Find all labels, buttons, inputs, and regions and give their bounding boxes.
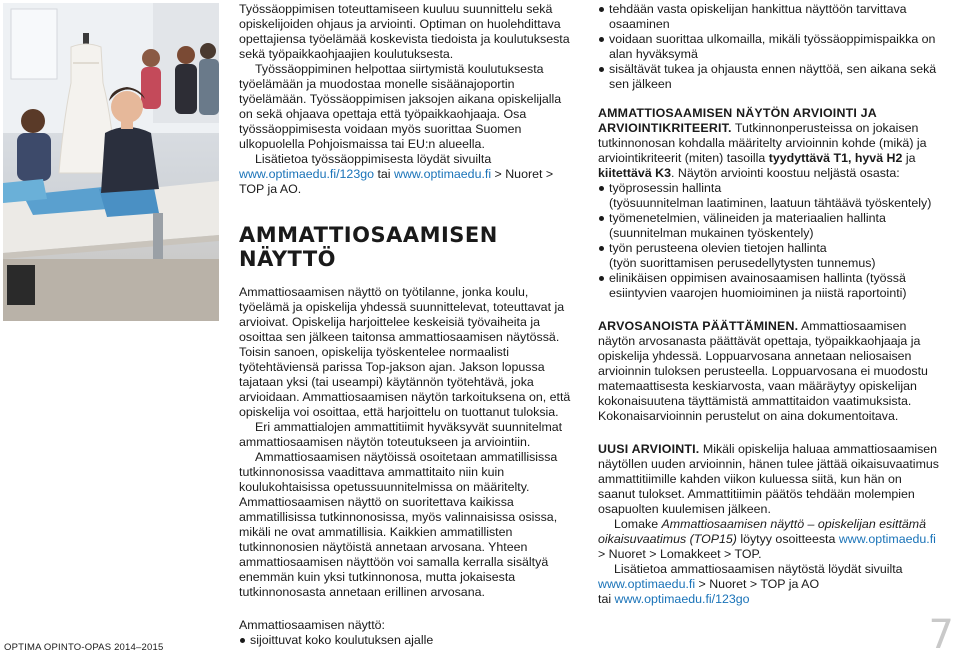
lomake-title: Ammattiosaamisen näyttö – opiskelijan esittämä oikaisuvaatimus (TOP15) [598, 517, 926, 546]
lomake-text-a: Lomake [614, 517, 662, 531]
lisatietoa-tai: tai [598, 592, 615, 606]
paragraph-intro: Työssäoppimisen toteuttamiseen kuuluu suunnittelu sekä opiskelijoiden ohjaus ja arviointi. Optiman on huolehdittava opettajiensa työelämää koskevista tiedoista ja koulutuksesta sekä työpaikkaohjaajien koulutuksesta. [239, 2, 570, 61]
list-item: voidaan suorittaa ulkomailla, mikäli työssäoppimispaikka on alan hyväksymä [598, 32, 940, 62]
naytto-bullet-list-continued [598, 2, 940, 92]
list-item [598, 241, 940, 256]
paragraph-lomake [598, 517, 940, 562]
more-info-or: tai [374, 167, 394, 181]
link-optimaedu[interactable]: www.optimaedu.fi [394, 167, 492, 181]
list-item: sijoittuvat koko koulutuksen ajalle [239, 633, 578, 648]
criteria-main: elinikäisen oppimisen avainosaamisen hallinta (työssä esiintyvien vaarojen huomioiminen ja niistä raportointi) [609, 271, 907, 300]
footer-publication-title: OPTIMA OPINTO-OPAS 2014–2015 [4, 642, 164, 653]
subheading-uusi-arviointi: UUSI ARVIOINTI. [598, 442, 700, 456]
criteria-sub: (työn suorittamisen perusedellytysten tunnemus) [609, 256, 876, 270]
list-item [598, 211, 940, 226]
more-info-text: Lisätietoa työssäoppimisesta löydät sivuilta [255, 152, 492, 166]
list-item [598, 271, 940, 301]
subheading-arviointi: AMMATTIOSAAMISEN NÄYTÖN ARVIOINTI JA ARVIOINTIKRITEERIT. [598, 106, 877, 135]
paragraph-ammattitiimit: Eri ammattialojen ammattitiimit hyväksyvät suunnitelmat ammattiosaamisen näytön toteutukseen ja arviointiin. [239, 420, 563, 449]
column-left [239, 2, 578, 648]
paragraph-lisatietoa-links [598, 577, 940, 607]
more-info-tail: > Nuoret > TOP ja AO. [239, 167, 554, 196]
link-optimaedu-nuoret[interactable]: www.optimaedu.fi [598, 577, 696, 591]
criteria-main: työprosessin hallinta [609, 181, 722, 195]
naytto-bullet-list [239, 633, 578, 648]
page-number: 7 [928, 612, 954, 658]
section-heading-ammattiosaamisen-naytto: AMMATTIOSAAMISEN NÄYTTÖ [239, 223, 498, 271]
paragraph-arvosanoista [598, 319, 940, 424]
criteria-sub: (suunnitelman mukainen työskentely) [609, 226, 814, 240]
paragraph-naytoissa: Ammattiosaamisen näytöissä osoitetaan ammatillisissa tutkinnonosissa vaadittava ammattitaito niin kuin koulukohtaisissa opetussuunnitelmissa on määritelty. Ammattiosaamisen näyttö on suoritettava kaikissa ammatillisissa tutkinnonosissa, myös valinnaisissa osissa, mikäli ne ovat ammatillisia. Kaikkien ammatillisten tutkinnonosien näytöistä annetaan arvosana. Yhteen ammattiosaamisen näyttöön voi samalla kerralla sisältyä enemmän kuin yksi tutkinnonosa, mutta jokaisesta tutkinnonosasta annetaan erillinen arvosana. [239, 450, 558, 599]
criteria-main: työn perusteena olevien tietojen hallinta [609, 241, 827, 255]
grade-levels-1: tyydyttävä T1, hyvä H2 [768, 151, 903, 165]
criteria-main: työmenetelmien, välineiden ja materiaalien hallinta [609, 211, 886, 225]
grade-levels-2: kiitettävä K3 [598, 166, 672, 180]
classroom-photo [3, 3, 219, 321]
paragraph-lisatietoa-naytosta [598, 562, 940, 577]
column-right [598, 2, 940, 607]
criteria-list [598, 181, 940, 301]
lisatietoa-text: Lisätietoa ammattiosaamisen näytöstä löydät sivuilta [614, 562, 903, 576]
lomake-tail: > Nuoret > Lomakkeet > TOP. [598, 547, 762, 561]
list-item [598, 181, 940, 196]
paragraph-transition: Työssäoppiminen helpottaa siirtymistä koulutuksesta työelämään ja muodostaa monelle sisäänajoportin työelämään. Työssäoppimisen jaksojen aikana opiskelijalla on sekä ohjaava opettaja että työpaikkaohjaaja. Osa työssäoppimisesta voidaan myös suorittaa Suomen ulkopuolella Pohjoismaissa tai EU:n alueella. [239, 62, 562, 151]
list-item: sisältävät tukea ja ohjausta ennen näyttöä, sen aikana sekä sen jälkeen [598, 62, 940, 92]
arviointi-text-c: . Näytön arviointi koostuu neljästä osasta: [671, 166, 900, 180]
lomake-text-b: löytyy osoitteesta [736, 532, 839, 546]
uusi-arviointi-text: Mikäli opiskelija haluaa ammattiosaamisen näytöllen uuden arvioinnin, hänen tulee jättää oikaisuvaatimus ammattitiimille kahden viikon kuluessa siitä, kun hän on saanut tulokset. Ammattitiimin päätös tehdään molempien osapuolten kuulemisen jälkeen. [598, 442, 939, 516]
paragraph-more-info [239, 152, 578, 197]
link-123go-bottom[interactable]: www.optimaedu.fi/123go [614, 592, 750, 606]
paragraph-naytto-description: Ammattiosaamisen näyttö on työtilanne, jonka koulu, työelämä ja opiskelija yhdessä suunnittelevat, toteuttavat ja arvioivat. Opiskelija harjoittelee keskeisiä työvaiheita ja osoittaa sen jälkeen taitonsa ammattiosaamisen näytössä. Toisin sanoen, opiskelija työskentelee normaalisti työtehtäviensä parissa Top-jakson ajan. Jakson lopussa tajataan yksi (tai useampi) käytännön työtehtävä, joka arvioidaan. Ammattiosaamisen näytön tarkoituksena on, että opiskelija voi osoittaa, että harjoittelu on tuottanut tuloksia. [239, 285, 571, 419]
paragraph-naytto-list-intro: Ammattiosaamisen näyttö: [239, 618, 385, 632]
link-optimaedu-lomake[interactable]: www.optimaedu.fi [838, 532, 936, 546]
paragraph-arviointi [598, 106, 940, 181]
paragraph-uusi-arviointi [598, 442, 940, 517]
criteria-sub: (työsuunnitelman laatiminen, laatuun tähtäävä työskentely) [609, 196, 932, 210]
link-123go[interactable]: www.optimaedu.fi/123go [239, 167, 375, 181]
list-item: tehdään vasta opiskelijan hankittua näyttöön tarvittava osaaminen [598, 2, 940, 32]
lisatietoa-path: > Nuoret > TOP ja AO [695, 577, 820, 591]
photo-illustration [3, 3, 219, 321]
arviointi-text-b: ja [902, 151, 916, 165]
arviointi-text-a: Tutkinnonperusteissa on jokaisen tutkinnonosan kohdalla määritelty arvioinnin kohde (mikä) ja arviointikriteerit (miten) tasoilla [598, 121, 927, 165]
subheading-arvosanoista: ARVOSANOISTA PÄÄTTÄMINEN. [598, 319, 799, 333]
arvosanoista-text: Ammattiosaamisen näytön arvosanasta päättävät opettaja, työpaikkaohjaaja ja opiskelija yhdessä. Loppuarvosana annetaan neliosaisen arvioinnin tuloksen perusteella. Loppuarvosana ei muodostu matemaattisesta keskiarvosta, vaan määräytyy opiskelijan kokonaisuutena täyttämistä ammattitaidon vaatimuksista. Kokonaisarvioinnin perustelut on aina dokumentoitava. [598, 319, 928, 423]
